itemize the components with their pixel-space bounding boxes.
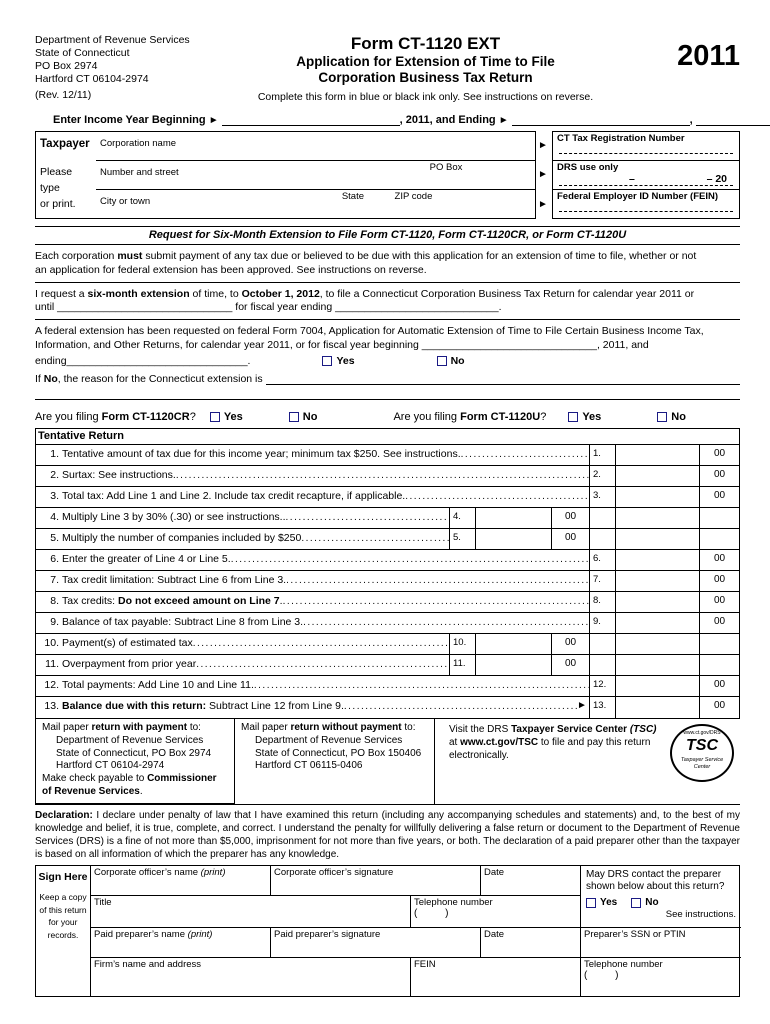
line-number: 1.	[50, 448, 59, 460]
line-label: Overpayment from prior year	[62, 658, 197, 670]
line-label: Balance of tax payable: Subtract Line 8 from Line 3.	[62, 616, 304, 628]
telephone-field[interactable]	[411, 896, 581, 928]
cents-cell: 00	[699, 676, 739, 696]
dot-leader	[301, 532, 449, 549]
line9-amount-field[interactable]	[615, 613, 699, 633]
agency-address-block	[35, 34, 203, 103]
extension-request-paragraph: I request a six-month extension of time, to October 1, 2012, to file a Connecticut Corporation Business Tax Return for calendar year 2011 or until ______________________________ for fiscal year ending ____________________________.	[35, 287, 695, 314]
line-box-number: 13.	[589, 697, 615, 718]
agency-line: PO Box 2974	[35, 60, 98, 73]
line-number: 3.	[50, 490, 59, 502]
city-state-zip-field[interactable]	[96, 190, 535, 218]
fein-label: Federal Employer ID Number (FEIN)	[557, 190, 719, 202]
line-box-number: 11.	[449, 655, 475, 675]
address-line: Department of Revenue Services	[56, 734, 204, 746]
cents-cell: 00	[699, 466, 739, 486]
federal-extension-ending-line	[35, 355, 740, 367]
line-label: Multiply the number of companies included by $250	[62, 532, 302, 544]
drs-dash: –	[629, 172, 635, 185]
income-year-begin-label: Enter Income Year Beginning	[53, 113, 206, 126]
payment-requirement-paragraph: Each corporation must submit payment of any tax due or believed to be due with this application for an extension of time to file, whether or not an application for federal extension has been approved. See instructions on reverse.	[35, 249, 697, 276]
ink-instruction-note: Complete this form in blue or black ink only. See instructions on reverse.	[257, 90, 594, 103]
divider	[35, 319, 740, 320]
empty-cell	[589, 508, 615, 528]
preparer-telephone-field[interactable]	[581, 958, 741, 996]
line5-amount-field[interactable]	[475, 529, 551, 549]
fiscal-year-ending-blank[interactable]: ending_______________________________.	[35, 355, 251, 367]
federal-extension-paragraph: A federal extension has been requested on federal Form 7004, Application for Automatic Extension of Time to File Certain Business Income Tax, Information, and Other Returns, for calendar year 2011, or for fiscal year beginning ______________________________, 2011, and	[35, 325, 704, 352]
cents-cell: 00	[551, 529, 589, 549]
drs-contact-yes-checkbox[interactable]	[586, 898, 596, 908]
tsc-logo-caption: Taxpayer Service Center	[680, 757, 724, 771]
tsc-logo-url: www.ct.gov/DRS	[683, 730, 721, 736]
taxpayer-fields	[96, 132, 535, 218]
cents-cell: 00	[699, 550, 739, 570]
address-line: Department of Revenue Services	[255, 734, 403, 746]
no-label: No	[302, 411, 318, 423]
line-label: Tax credit limitation: Subtract Line 6 from Line 3.	[62, 574, 287, 586]
no-label: No	[450, 355, 465, 367]
firm-name-field[interactable]	[91, 958, 411, 996]
empty-cell	[615, 508, 699, 528]
table-row-line1	[36, 445, 739, 466]
arrow-icon: ►	[498, 114, 509, 126]
address-line: State of Connecticut, PO Box 150406	[255, 747, 422, 759]
sign-here-column	[36, 866, 91, 996]
line-box-number: 7.	[589, 571, 615, 591]
address-line: Hartford CT 06104-2974	[56, 760, 165, 772]
mail-without-payment-box	[235, 719, 435, 804]
officer-signature-label: Corporate officer’s signature	[274, 866, 394, 878]
extension-reason-label: If No, the reason for the Connecticut extension is	[35, 373, 263, 385]
arrow-icon: ►	[538, 198, 548, 210]
tentative-return-title: Tentative Return	[36, 429, 739, 445]
dot-leader	[283, 595, 589, 612]
line10-amount-field[interactable]	[475, 634, 551, 654]
dot-leader	[193, 637, 449, 654]
declaration-paragraph: Declaration: I declare under penalty of law that I have examined this return (including any accompanying schedules and statements) and, to the best of my knowledge and belief, it is true, complete, and correct. I understand the penalty for willfully delivering a false return or document to the Department of Revenue Services (DRS) is a fine of not more than $5,000, imprisonment for not more than five years, or both. The declaration of a paid preparer other than the taxpayer is based on all information of which the preparer has any knowledge.	[35, 809, 740, 860]
drs-contact-options	[586, 897, 736, 910]
dot-leader	[303, 616, 589, 633]
line-number: 7.	[50, 574, 59, 586]
fein-label: FEIN	[414, 958, 436, 970]
extension-reason-input[interactable]	[266, 373, 740, 385]
cents-cell: 00	[699, 487, 739, 507]
address-line: State of Connecticut, PO Box 2974	[56, 747, 212, 759]
extension-reason-line	[35, 373, 740, 385]
cents-cell: 00	[699, 613, 739, 633]
mail-without-payment-heading: Mail paper return without payment to:	[241, 722, 416, 733]
line-number: 8.	[50, 595, 59, 607]
line-box-number: 1.	[589, 445, 615, 465]
city-label: City or town	[100, 195, 151, 207]
zip-label: ZIP code	[394, 190, 433, 202]
date-label: Date	[484, 866, 505, 878]
line-number: 6.	[50, 553, 59, 565]
table-row-line13	[36, 697, 739, 718]
line-label: Multiply Line 3 by 30% (.30) or see instructions..	[62, 511, 286, 523]
see-instructions-note: See instructions.	[665, 909, 736, 921]
tentative-return-table	[35, 428, 740, 719]
keep-copy-note: Keep a copy of this return for your records.	[39, 891, 87, 941]
line-label: Enter the greater of Line 4 or Line 5.	[62, 553, 231, 565]
line-box-number: 6.	[589, 550, 615, 570]
line-label: Tax credits: Do not exceed amount on Line 7.	[62, 595, 283, 607]
income-year-end-input[interactable]	[512, 113, 690, 126]
arrow-icon: ►	[538, 169, 548, 181]
empty-cell	[589, 634, 615, 654]
form-number: Form CT-1120 EXT	[350, 34, 501, 53]
ct-tax-registration-label: CT Tax Registration Number	[557, 132, 685, 144]
income-year-begin-input[interactable]	[222, 113, 400, 126]
line-number: 9.	[50, 616, 59, 628]
income-year-mid-label: , 2011, and Ending	[399, 113, 496, 126]
table-row-line4	[36, 508, 739, 529]
line-label: Total tax: Add Line 1 and Line 2. Include tax credit recapture, if applicable.	[62, 490, 406, 502]
drs-contact-no-checkbox[interactable]	[631, 898, 641, 908]
line-number: 5.	[50, 532, 59, 544]
federal-extension-yes-checkbox[interactable]	[322, 356, 332, 366]
arrow-icon: ►	[538, 140, 548, 151]
cents-cell: 00	[699, 445, 739, 465]
ct1120cr-no-checkbox[interactable]	[289, 412, 299, 422]
dot-leader	[286, 511, 449, 528]
line-box-number: 12.	[589, 676, 615, 696]
line7-amount-field[interactable]	[615, 571, 699, 591]
drs-use-only-entry	[559, 173, 733, 186]
ct1120u-yes-checkbox[interactable]	[568, 412, 578, 422]
title-label: Title	[94, 896, 112, 908]
preparer-signature-label: Paid preparer’s signature	[274, 928, 381, 940]
line12-amount-field[interactable]	[615, 676, 699, 696]
dot-leader	[286, 574, 589, 591]
ct1120cr-yes-checkbox[interactable]	[210, 412, 220, 422]
line-box-number: 4.	[449, 508, 475, 528]
check-payable-note: Make check payable to Commissioner of Revenue Services.	[42, 773, 217, 797]
telephone-label: Telephone number	[584, 958, 663, 970]
drs-contact-question: May DRS contact the preparer shown below about this return?	[586, 868, 725, 893]
preparer-name-field[interactable]	[91, 928, 271, 958]
no-label: No	[645, 896, 659, 908]
form-title-line1: Application for Extension of Time to File	[296, 54, 555, 69]
signature-section	[35, 865, 740, 997]
line-box-number: 3.	[589, 487, 615, 507]
line-box-number: 8.	[589, 592, 615, 612]
arrow-icon: ►	[208, 114, 219, 126]
fein-field[interactable]	[411, 958, 581, 996]
table-row-line7	[36, 571, 739, 592]
dot-leader	[344, 700, 577, 718]
empty-cell	[699, 634, 739, 654]
line-number: 13.	[44, 700, 59, 712]
income-year-line	[35, 113, 740, 126]
form-header	[35, 34, 740, 103]
cents-cell: 00	[699, 592, 739, 612]
dot-leader	[231, 553, 589, 570]
line-number: 11.	[45, 658, 59, 670]
officer-signature-field[interactable]	[271, 866, 481, 896]
line-box-number: 9.	[589, 613, 615, 633]
empty-cell	[699, 529, 739, 549]
empty-cell	[589, 655, 615, 675]
fein-input[interactable]	[559, 202, 733, 212]
line-number: 12.	[44, 679, 59, 691]
mailing-section	[35, 719, 740, 805]
arrow-icon: ►	[577, 700, 587, 711]
line6-amount-field[interactable]	[615, 550, 699, 570]
officer-date-field[interactable]	[481, 866, 581, 896]
type-label: type	[40, 181, 60, 194]
telephone-parentheses: ( )	[414, 907, 449, 919]
officer-name-label: Corporate officer’s name (print)	[94, 866, 226, 878]
line-label: Payment(s) of estimated tax	[62, 637, 193, 649]
mail-with-payment-heading: Mail paper return with payment to:	[42, 722, 201, 733]
officer-name-field[interactable]	[91, 866, 271, 896]
address-line: Hartford CT 06115-0406	[255, 760, 363, 772]
line-number: 4.	[50, 511, 59, 523]
title-field[interactable]	[91, 896, 411, 928]
cents-cell: 00	[699, 571, 739, 591]
agency-line: Department of Revenue Services	[35, 34, 190, 46]
drs-contact-cell	[581, 866, 741, 928]
taxpayer-label: Taxpayer	[40, 137, 90, 150]
taxpayer-side-labels	[36, 132, 96, 218]
line1-amount-field[interactable]	[615, 445, 699, 465]
form-title-block	[203, 34, 648, 103]
line13-amount-field[interactable]	[615, 697, 699, 718]
line-box-number: 10.	[449, 634, 475, 654]
corporation-name-field[interactable]	[96, 132, 535, 161]
comma-label: ,	[689, 113, 693, 126]
empty-cell	[589, 529, 615, 549]
sign-here-label: Sign Here	[38, 870, 88, 883]
line3-amount-field[interactable]	[615, 487, 699, 507]
divider	[35, 282, 740, 283]
table-row-line11	[36, 655, 739, 676]
taxpayer-fields-box	[35, 131, 536, 219]
line-label: Surtax: See instructions.	[62, 469, 176, 481]
table-row-line12	[36, 676, 739, 697]
please-label: Please	[40, 165, 73, 178]
line2-amount-field[interactable]	[615, 466, 699, 486]
table-row-line6	[36, 550, 739, 571]
empty-cell	[699, 655, 739, 675]
empty-cell	[699, 508, 739, 528]
drs-use-only-box	[552, 160, 740, 190]
cents-cell: 00	[551, 655, 589, 675]
empty-cell	[615, 655, 699, 675]
dot-leader	[196, 658, 449, 675]
preparer-name-label: Paid preparer’s name (print)	[94, 928, 213, 940]
state-label: State	[341, 190, 365, 202]
dot-leader	[176, 469, 589, 486]
filing-ct1120cr-question: Are you filing Form CT-1120CR?	[35, 411, 196, 423]
filing-questions-row	[35, 411, 740, 423]
ct-tax-registration-box[interactable]	[552, 131, 740, 161]
no-label: No	[671, 411, 686, 423]
taxpayer-right-boxes	[552, 131, 740, 219]
po-box-label: PO Box	[429, 161, 463, 173]
line-label: Total payments: Add Line 10 and Line 11.	[62, 679, 254, 691]
preparer-date-field[interactable]	[481, 928, 581, 958]
drs-dash-20: – 20	[706, 172, 727, 185]
firm-name-label: Firm’s name and address	[94, 958, 202, 970]
cents-cell: 00	[551, 508, 589, 528]
ct1120u-no-checkbox[interactable]	[657, 412, 667, 422]
empty-cell	[615, 634, 699, 654]
tsc-logo-text: TSC	[686, 737, 718, 755]
mail-with-payment-box	[35, 719, 235, 804]
agency-line: Hartford CT 06104-2974	[35, 73, 149, 86]
preparer-ssn-label: Preparer’s SSN or PTIN	[584, 928, 686, 940]
line-number: 2.	[50, 469, 59, 481]
line11-amount-field[interactable]	[475, 655, 551, 675]
table-row-line3	[36, 487, 739, 508]
ct-tax-registration-input[interactable]	[559, 144, 733, 154]
cents-cell: 00	[699, 697, 739, 718]
taxpayer-arrows	[536, 131, 552, 219]
or-print-label: or print.	[40, 198, 76, 211]
drs-use-only-label: DRS use only	[557, 161, 619, 173]
request-extension-banner: Request for Six-Month Extension to File Form CT-1120, Form CT-1120CR, or Form CT-1120U	[35, 226, 740, 245]
line-box-number: 2.	[589, 466, 615, 486]
telephone-parentheses: ( )	[584, 969, 619, 981]
table-row-line9	[36, 613, 739, 634]
number-street-label: Number and street	[100, 166, 179, 178]
tax-year-label: 2011	[677, 40, 740, 72]
preparer-signature-field[interactable]	[271, 928, 481, 958]
table-row-line2	[36, 466, 739, 487]
line-label: Tentative amount of tax due for this income year; minimum tax $250. See instructions.	[62, 448, 461, 460]
empty-cell	[615, 529, 699, 549]
income-year-end-year-input[interactable]	[696, 113, 770, 126]
line-number: 10.	[44, 637, 59, 649]
agency-line: State of Connecticut	[35, 47, 130, 60]
line-label: Balance due with this return: Subtract Line 12 from Line 9.	[62, 700, 344, 712]
tsc-info-box	[435, 719, 740, 804]
preparer-ssn-field[interactable]	[581, 928, 741, 958]
yes-label: Yes	[223, 411, 243, 423]
date-label: Date	[484, 928, 505, 940]
yes-label: Yes	[336, 355, 355, 367]
dot-leader	[461, 448, 589, 465]
line8-amount-field[interactable]	[615, 592, 699, 612]
tsc-text: Visit the DRS Taxpayer Service Center (TSC) at www.ct.gov/TSC to file and pay this return electronically.	[449, 724, 657, 761]
form-title-line2: Corporation Business Tax Return	[318, 69, 533, 85]
table-row-line10	[36, 634, 739, 655]
dot-leader	[254, 679, 589, 696]
tsc-logo	[670, 724, 734, 782]
line4-amount-field[interactable]	[475, 508, 551, 528]
yes-label: Yes	[582, 411, 602, 423]
fein-box[interactable]	[552, 189, 740, 219]
dot-leader	[405, 490, 589, 507]
yes-label: Yes	[600, 896, 618, 908]
taxpayer-section	[35, 131, 740, 219]
line-box-number: 5.	[449, 529, 475, 549]
federal-extension-no-checkbox[interactable]	[437, 356, 447, 366]
corporation-name-label: Corporation name	[100, 137, 177, 149]
table-row-line8	[36, 592, 739, 613]
cents-cell: 00	[551, 634, 589, 654]
extension-reason-input-line2[interactable]	[35, 385, 740, 400]
filing-ct1120u-question: Are you filing Form CT-1120U?	[393, 411, 547, 423]
table-row-line5	[36, 529, 739, 550]
street-address-field[interactable]	[96, 161, 535, 190]
revision-label: (Rev. 12/11)	[35, 89, 92, 102]
telephone-label: Telephone number	[414, 896, 493, 908]
